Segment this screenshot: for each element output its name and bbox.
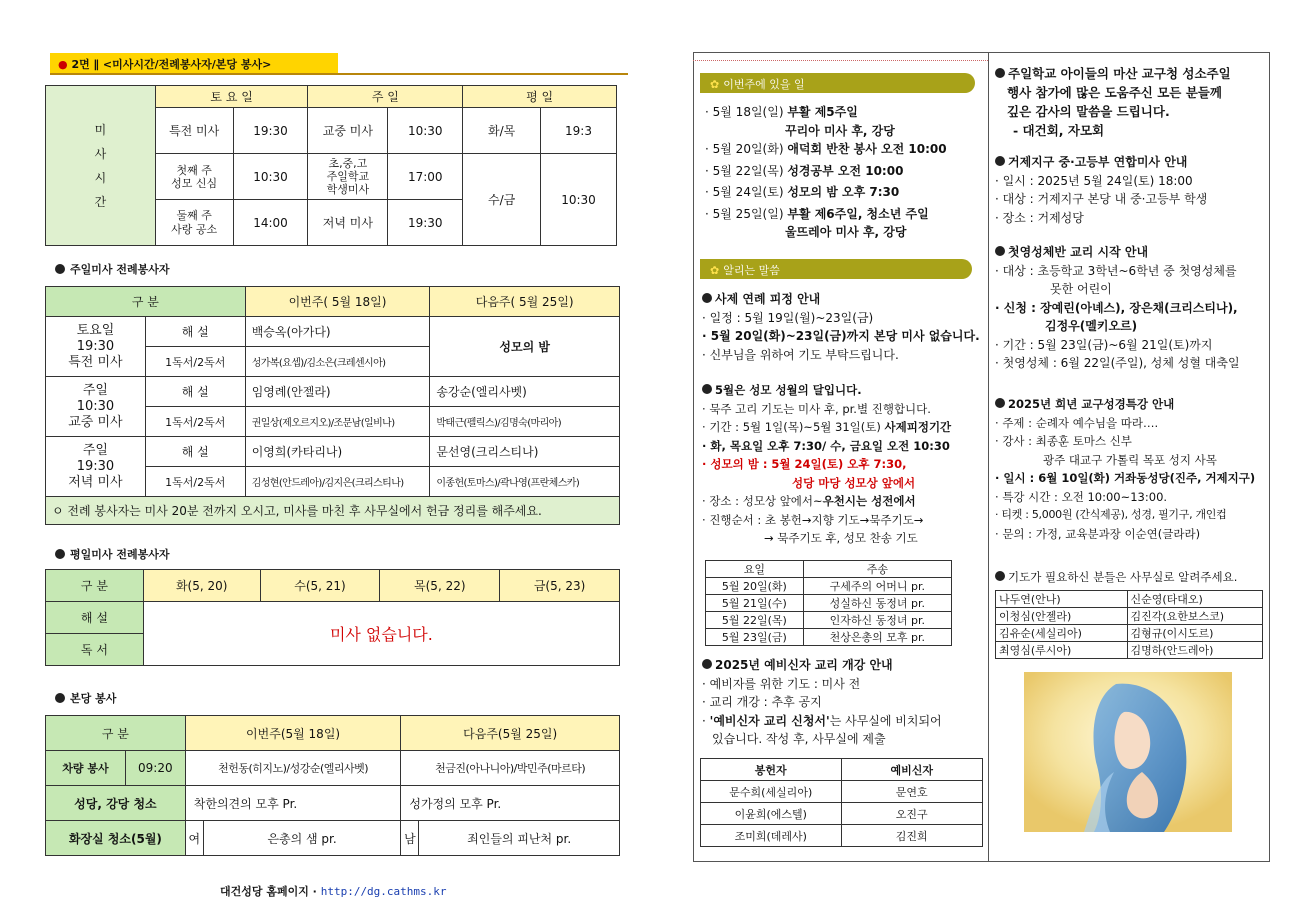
retreat-line-1: · 일정 : 5월 19일(월)~23일(금): [702, 310, 874, 325]
bible-line-4: · 특강 시간 : 오전 10:00~13:00.: [995, 489, 1168, 504]
weekday-head-thu: 목(5, 22): [380, 570, 500, 602]
toilet-this-sex: 여: [185, 821, 203, 856]
fc-line-4: · 첫영성체 : 6월 22일(주일), 성체 성혈 대축일: [995, 356, 1240, 370]
weekday-time-1: 19:3: [541, 108, 617, 154]
thanks-line-3: 깊은 감사의 말씀을 드립니다.: [1007, 104, 1170, 119]
car-service-next: 천금진(아나니아)/박민주(마르타): [401, 751, 620, 786]
mass-times-label-3: 시: [94, 170, 107, 185]
sunday-narr-next-2: 송강순(엘리사벳): [430, 377, 620, 407]
prayer-request-title: [995, 568, 1267, 587]
fc-line-2b: 김정우(멜키오르): [1045, 319, 1138, 333]
prayer-request-title-text: 기도가 필요하신 분들은 사무실로 알려주세요.: [1008, 570, 1238, 584]
sat-mass-1: 특전 미사: [155, 108, 233, 154]
church-service-title-text: 본당 봉사: [70, 692, 117, 705]
fc-line-1b: 못한 어린이: [1050, 282, 1112, 296]
event-item: · 5월 25일(일) 부활 제6주일, 청소년 주일: [705, 206, 929, 221]
weekday-servers-title: [55, 546, 169, 562]
youth-mass-title: 거제지구 중·고등부 연합미사 안내: [995, 153, 1267, 172]
bullet-icon: [55, 264, 65, 274]
first-communion-notice: [995, 243, 1267, 373]
sunday-head-division: 구 분: [46, 287, 246, 317]
catechumen-line-3: · '예비신자 교리 신청서'는 사무실에 비치되어: [702, 713, 942, 728]
header-dot: ●: [58, 58, 68, 71]
bullet-icon: [55, 549, 65, 559]
catechumen-candidate: 김진희: [841, 825, 983, 847]
sunday-note: ㅇ 전례 봉사자는 미사 20분 전까지 오시고, 미사를 마친 후 사무실에서 헌금 정리를 해주세요.: [46, 497, 620, 525]
car-service-this: 천헌동(히지노)/성강순(엘리사벳): [185, 751, 401, 786]
group-weekday: 평 일: [463, 86, 617, 108]
sunday-mass-3: 주일 19:30 저녁 미사: [46, 437, 146, 497]
weekday-head-wed: 수(5, 21): [260, 570, 380, 602]
thanks-line-2: 행사 참가에 많은 도움주신 모든 분들께: [1007, 85, 1222, 100]
weekday-servers-title-text: 평일미사 전례봉사자: [70, 548, 170, 561]
sunday-narr-this-1: 백승옥(아가다): [245, 317, 430, 347]
sunday-narr-label-3: 해 설: [145, 437, 245, 467]
this-week-title: [700, 73, 975, 93]
sunday-servers-title: [55, 261, 169, 277]
mary-schedule-table: [705, 560, 952, 646]
event-item: · 5월 24일(토) 성모의 밤 오후 7:30: [705, 185, 900, 199]
sat-time-3: 14:00: [233, 200, 308, 246]
sunday-read-next-2: 박태근(펠릭스)/김명숙(마리아): [430, 407, 620, 437]
sat-time-2: 10:30: [233, 154, 308, 200]
bullet-icon: [55, 693, 65, 703]
prayer-name: 김진각(요한보스코): [1127, 608, 1263, 625]
clean-next: 성가정의 모후 Pr.: [401, 786, 620, 821]
notice-title-text: 알리는 말씀: [723, 264, 780, 277]
bible-line-2: · 강사 : 최종훈 토마스 신부: [995, 434, 1132, 448]
clean-label: 성당, 강당 청소: [46, 786, 186, 821]
sun-time-1: 10:30: [388, 108, 463, 154]
schedule-day: 5월 23일(금): [706, 629, 804, 646]
mary-line-4: · 성모의 밤 : 5월 24일(토) 오후 7:30,: [702, 457, 907, 471]
schedule-day: 5월 21일(수): [706, 595, 804, 612]
church-head-next: 다음주(5월 25일): [401, 716, 620, 751]
sunday-mass-2: 주일 10:30 교중 미사: [46, 377, 146, 437]
toilet-next-sex: 남: [401, 821, 419, 856]
schedule-day: 5월 22일(목): [706, 612, 804, 629]
sunday-narr-label-2: 해 설: [145, 377, 245, 407]
weekday-mass-1: 화/목: [463, 108, 541, 154]
right-column-divider: [988, 52, 989, 862]
sunday-narr-this-2: 임영례(안젤라): [245, 377, 430, 407]
toilet-label: 화장실 청소(5월): [46, 821, 186, 856]
sunday-head-this: 이번주( 5월 18일): [245, 287, 430, 317]
mary-line-6: · 장소 : 성모상 앞에서~우천시는 성전에서: [702, 494, 916, 508]
catechumen-line-1: · 예비자를 위한 기도 : 미사 전: [702, 676, 861, 691]
event-item: · 5월 22일(목) 성경공부 오전 10:00: [705, 163, 904, 178]
sunday-read-this-2: 권일상(제오르지오)/조문남(일비나): [245, 407, 430, 437]
schedule-pr: 천상은총의 모후 pr.: [803, 629, 951, 646]
mary-line-7: · 진행순서 : 초 봉헌→지향 기도→묵주기도→: [702, 512, 924, 527]
bible-line-3: · 일시 : 6월 10일(화) 거좌동성당(진주, 거제지구): [995, 471, 1256, 485]
event-item: · 5월 18일(일) 부활 제5주일: [705, 105, 858, 119]
homepage-label: 대건성당 홈페이지 ·: [220, 885, 317, 898]
fc-line-3: · 기간 : 5월 23일(금)~6월 21일(토)까지: [995, 337, 1213, 352]
first-communion-title: 첫영성체반 교리 시작 안내: [995, 243, 1267, 262]
prayer-name: 최영심(루시아): [996, 642, 1128, 659]
event-sub: 꾸리아 미사 후, 강당: [785, 123, 895, 138]
mass-times-label-4: 간: [94, 194, 107, 209]
mass-times-label-2: 사: [94, 146, 107, 161]
church-service-title: [55, 690, 116, 706]
youth-mass-notice: [995, 153, 1267, 227]
prayer-name: 이청심(안젤라): [996, 608, 1128, 625]
catechumen-title: 2025년 예비신자 교리 개강 안내: [702, 656, 987, 675]
sun-time-2: 17:00: [388, 154, 463, 200]
dotted-rule: [693, 60, 988, 61]
weekday-head-division: 구 분: [46, 570, 144, 602]
bible-line-6: · 문의 : 가정, 교육분과장 이순연(글라라): [995, 526, 1201, 541]
weekday-narr-label: 해 설: [46, 602, 144, 634]
mary-line-2: · 기간 : 5월 1일(목)~5월 31일(토) 사제피정기간: [702, 420, 952, 434]
group-sunday: 주 일: [308, 86, 463, 108]
header-text: 2면 ∥ <미사시간/전례봉사자/본당 봉사>: [71, 58, 272, 71]
sunday-servers-title-text: 주일미사 전례봉사자: [70, 263, 170, 276]
homepage-link[interactable]: http://dg.cathms.kr: [320, 885, 447, 898]
prayer-name: 신순영(타대오): [1127, 591, 1263, 608]
schedule-head-pr: 주송: [803, 561, 951, 578]
sunday-next-merged-1: 성모의 밤: [430, 317, 620, 377]
fc-line-1: · 대상 : 초등학교 3학년~6학년 중 첫영성체를: [995, 263, 1237, 278]
sunday-head-next: 다음주( 5월 25일): [430, 287, 620, 317]
sunday-read-label-2: 1독서/2독서: [145, 407, 245, 437]
bible-line-5: · 티켓 : 5,000원 (간식제공), 성경, 필기구, 개인컵: [995, 508, 1227, 521]
prayer-name: 김형규(이시도르): [1127, 625, 1263, 642]
sun-icon: ✿: [710, 78, 720, 91]
weekday-time-2: 10:30: [541, 154, 617, 246]
catechumen-line-2: · 교리 개강 : 추후 공지: [702, 695, 822, 709]
youth-mass-line-3: · 장소 : 거제성당: [995, 210, 1084, 225]
bible-lecture-notice: [995, 395, 1267, 543]
mary-line-8: → 묵주기도 후, 성모 찬송 기도: [764, 531, 918, 545]
retreat-line-3: · 신부님을 위하여 기도 부탁드립니다.: [702, 347, 899, 362]
sat-mass-3: 둘째 주 사랑 공소: [155, 200, 233, 246]
weekday-mass-2: 수/금: [463, 154, 541, 246]
section-header: [50, 53, 338, 73]
sun-mass-2: 초,중,고 주일학교 학생미사: [308, 154, 388, 200]
thanks-line-1: 주일학교 아이들의 마산 교구청 성소주일: [995, 64, 1267, 83]
weekday-servers-table: [45, 569, 620, 666]
catechumen-line-4: 있습니다. 작성 후, 사무실에 제출: [712, 732, 886, 746]
weekday-head-fri: 금(5, 23): [500, 570, 620, 602]
sunday-mass-1: 토요일 19:30 특전 미사: [46, 317, 146, 377]
car-service-time: 09:20: [125, 751, 185, 786]
sat-mass-2: 첫째 주 성모 신심: [155, 154, 233, 200]
event-item: · 5월 20일(화) 애덕회 반찬 봉사 오전 10:00: [705, 142, 947, 156]
mass-times-label-1: 미: [94, 122, 107, 137]
retreat-line-2: · 5월 20일(화)~23일(금)까지 본당 미사 없습니다.: [702, 329, 980, 343]
catechumen-sponsor: 이윤희(에스텔): [701, 803, 842, 825]
weekday-read-label: 독 서: [46, 634, 144, 666]
bible-line-1: · 주제 : 순례자 예수님을 따라….: [995, 415, 1159, 430]
weekday-head-tue: 화(5, 20): [143, 570, 260, 602]
prayer-name: 김명하(안드레아): [1127, 642, 1263, 659]
schedule-pr: 구세주의 어머니 pr.: [803, 578, 951, 595]
clean-this: 착한의견의 모후 Pr.: [185, 786, 401, 821]
fc-line-2: · 신청 : 장예린(아녜스), 장은채(크리스티나),: [995, 300, 1238, 315]
sun-mass-1: 교중 미사: [308, 108, 388, 154]
sunday-servers-table: [45, 286, 620, 525]
sat-time-1: 19:30: [233, 108, 308, 154]
thanks-notice: [995, 64, 1267, 140]
toilet-this: 은총의 샘 pr.: [203, 821, 401, 856]
catechumen-candidate: 문연호: [841, 781, 983, 803]
toilet-next: 죄인들의 피난처 pr.: [419, 821, 620, 856]
schedule-pr: 인자하신 동정녀 pr.: [803, 612, 951, 629]
thanks-line-4: - 대건회, 자모회: [1013, 123, 1105, 138]
mary-month-notice: [702, 381, 987, 548]
sunday-narr-label-1: 해 설: [145, 317, 245, 347]
schedule-head-day: 요일: [706, 561, 804, 578]
bible-title: 2025년 희년 교구성경특강 안내: [995, 395, 1267, 414]
mary-line-3: · 화, 목요일 오후 7:30/ 수, 금요일 오전 10:30: [702, 438, 950, 453]
group-saturday: 토 요 일: [155, 86, 308, 108]
sunday-narr-this-3: 이영희(카타리나): [245, 437, 430, 467]
catechumen-sponsor: 조미희(데레사): [701, 825, 842, 847]
notice-title: [700, 259, 972, 279]
catechumen-table: [700, 758, 983, 847]
homepage-footer: [220, 883, 447, 899]
youth-mass-line-1: · 일시 : 2025년 5월 24일(토) 18:00: [995, 173, 1193, 188]
car-service-label: 차량 봉사: [46, 751, 126, 786]
church-head-this: 이번주(5월 18일): [185, 716, 401, 751]
catechumen-notice: [702, 656, 987, 749]
retreat-title: 사제 연례 피정 안내: [702, 290, 987, 309]
sun-time-3: 19:30: [388, 200, 463, 246]
prayer-name: 김유순(세실리아): [996, 625, 1128, 642]
mary-month-title: 5월은 성모 성월의 달입니다.: [702, 381, 987, 400]
this-week-events: [705, 103, 985, 242]
church-head-division: 구 분: [46, 716, 186, 751]
sunday-read-next-3: 이종헌(토마스)/곽나영(프란체스카): [430, 467, 620, 497]
no-mass-notice: 미사 없습니다.: [143, 602, 619, 666]
sunday-read-this-1: 성가복(요셉)/김소은(크레센시아): [245, 347, 430, 377]
sun-icon: ✿: [710, 264, 720, 277]
youth-mass-line-2: · 대상 : 거제지구 본당 내 중·고등부 학생: [995, 192, 1208, 206]
catechumen-head-candidate: 예비신자: [841, 759, 983, 781]
event-sub: 울뜨레아 미사 후, 강당: [785, 225, 907, 239]
catechumen-sponsor: 문수희(세실리아): [701, 781, 842, 803]
this-week-title-text: 이번주에 있을 일: [723, 78, 805, 91]
sunday-read-label-1: 1독서/2독서: [145, 347, 245, 377]
catechumen-candidate: 오진구: [841, 803, 983, 825]
schedule-day: 5월 20일(화): [706, 578, 804, 595]
mass-times-table: [45, 85, 617, 246]
church-service-table: [45, 715, 620, 856]
bible-line-2b: 광주 대교구 가톨릭 목포 성지 사목: [1043, 452, 1217, 467]
sunday-read-label-3: 1독서/2독서: [145, 467, 245, 497]
prayer-table: [995, 590, 1263, 659]
prayer-name: 나두연(안나): [996, 591, 1128, 608]
header-rule: [50, 73, 628, 75]
sunday-narr-next-3: 문선영(크리스티나): [430, 437, 620, 467]
mary-line-5: 성당 마당 성모상 앞에서: [792, 475, 916, 490]
virgin-mary-illustration: [1024, 672, 1232, 832]
mass-times-label: [46, 86, 156, 246]
sunday-read-this-3: 김성현(안드레아)/김지은(크리스티나): [245, 467, 430, 497]
sun-mass-3: 저녁 미사: [308, 200, 388, 246]
mary-line-1: · 묵주 고리 기도는 미사 후, pr.별 진행합니다.: [702, 401, 931, 416]
schedule-pr: 성실하신 동정녀 pr.: [803, 595, 951, 612]
retreat-notice: [702, 290, 987, 364]
catechumen-head-sponsor: 봉헌자: [701, 759, 842, 781]
